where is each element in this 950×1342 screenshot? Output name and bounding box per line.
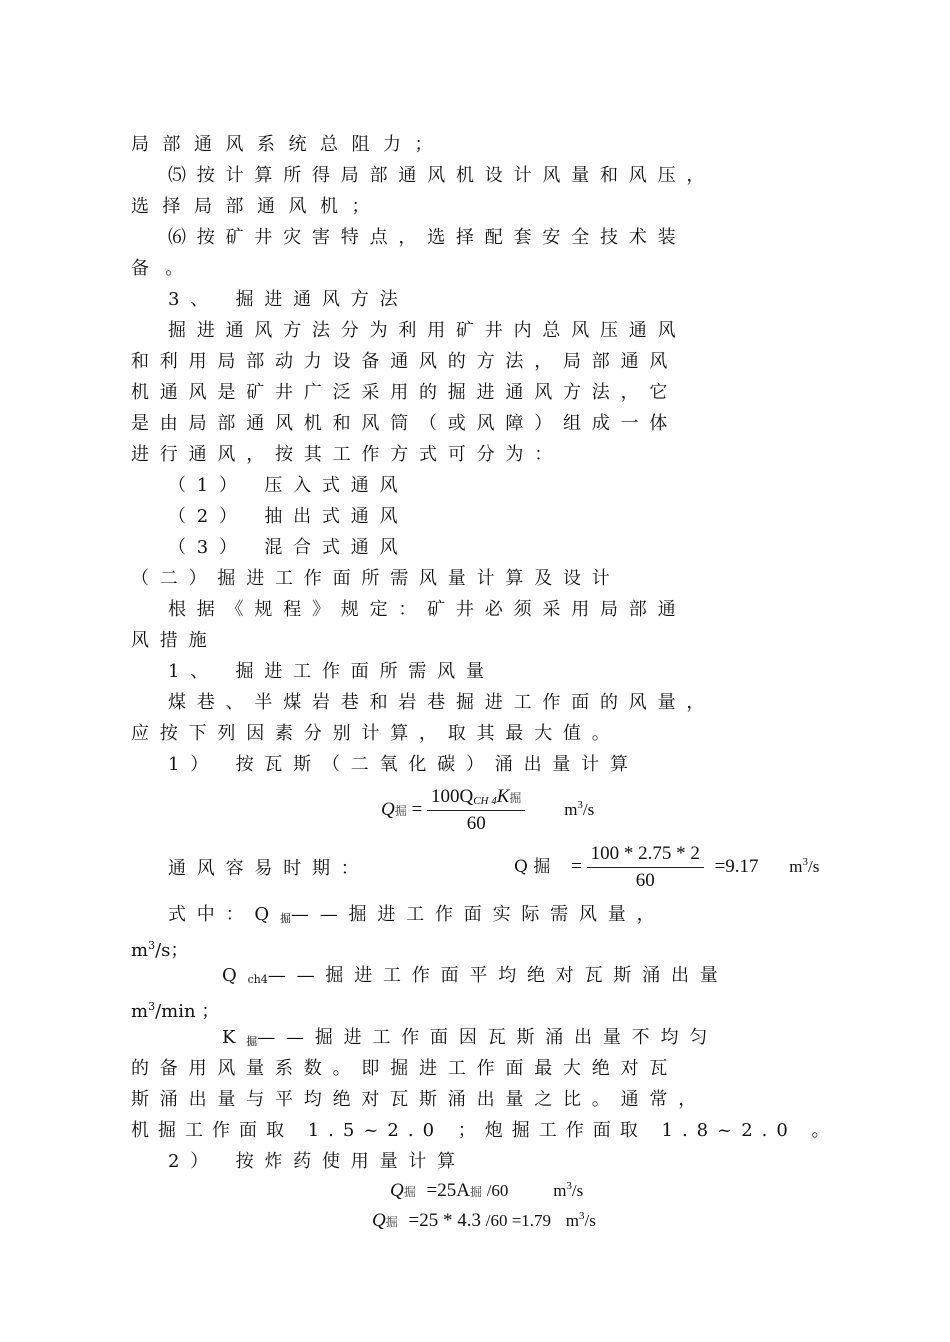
text-sub: 掘 [279, 912, 291, 925]
list-item: （2） 抽出式通风 [168, 506, 409, 527]
unit: m [789, 856, 803, 876]
text-line: 机掘工作面取 1.5~2.0 ；炮掘工作面取 1.8~2.0 。 [131, 1120, 839, 1141]
formula-den: 60 [466, 813, 486, 834]
text-span: /s； [155, 940, 189, 961]
text-line: 煤巷、半煤岩巷和岩巷掘进工作面的风量， [168, 692, 716, 713]
text-line: 和利用局部动力设备通风的方法，局部通风 [131, 351, 679, 372]
formula-lhs: Q 掘 [514, 856, 551, 877]
unit: m [553, 1181, 567, 1200]
formula-num-sub: CH 4 [473, 795, 497, 807]
text-sub: ch4 [247, 973, 268, 986]
text-line: 备。 [131, 258, 200, 279]
formula-rhs-sub: 掘 [469, 1185, 482, 1199]
list-item: （3） 混合式通风 [168, 537, 409, 558]
formula-num: 100Q [430, 786, 474, 807]
text-span: m [131, 940, 149, 961]
text-line: 根据《规程》规定：矿井必须采用局部通 [168, 599, 687, 620]
formula-explosive-result [372, 1210, 596, 1232]
formula-num-k: K [496, 786, 510, 807]
text-span: m [131, 1001, 149, 1022]
unit-sup: 3 [579, 1210, 585, 1222]
text-sup: 3 [148, 939, 156, 952]
text-line: 的备用风量系数。即掘进工作面最大绝对瓦 [131, 1058, 679, 1079]
text-line: 斯涌出量与平均绝对瓦斯涌出量之比。通常， [131, 1089, 707, 1110]
text-line: 局部通风系统总阻力； [131, 134, 446, 155]
text-line [131, 934, 188, 963]
unit-tail: /s [584, 1211, 596, 1230]
text-span: K [222, 1027, 247, 1048]
formula-fraction [427, 786, 525, 835]
text-span: 式中：Q [168, 904, 280, 925]
unit: m [565, 1211, 580, 1230]
unit-tail: /s [571, 1181, 584, 1200]
text-sup: 3 [148, 1000, 156, 1013]
text-line: 选择局部通风机； [131, 196, 383, 217]
text-span: ——掘进工作面平均绝对瓦斯涌出量 [267, 965, 729, 986]
text-span: ——掘进工作面因瓦斯涌出量不均匀 [257, 1027, 719, 1048]
text-line: ⑸按计算所得局部通风机设计风量和风压， [168, 165, 716, 186]
text-line: 风措施 [131, 630, 218, 651]
text-span: ——掘进工作面实际需风量， [290, 904, 666, 925]
formula-lhs: Q [372, 1210, 386, 1231]
text-sub: 掘 [246, 1035, 258, 1048]
subsection-heading: 2） 按炸药使用量计算 [168, 1151, 466, 1172]
formula-tail: /60 =1.79 [485, 1211, 552, 1230]
unit-tail: /s [808, 856, 820, 876]
text-line: 通风容易时期： [168, 858, 370, 879]
formula-fraction [587, 843, 704, 892]
formula-result: =9.17 [714, 855, 759, 877]
formula-den: 60 [635, 870, 655, 891]
text-line: 进行通风，按其工作方式可分为： [131, 444, 563, 465]
text-line [222, 964, 729, 992]
text-line [168, 903, 665, 931]
text-line: 应按下列因素分别计算，取其最大值。 [131, 723, 621, 744]
formula-num-k-sub: 掘 [509, 791, 522, 805]
unit-sup: 3 [802, 855, 809, 868]
section-heading: 1、 掘进工作面所需风量 [168, 661, 495, 682]
formula-tail: /60 [486, 1181, 509, 1200]
unit-sup: 3 [577, 798, 583, 811]
unit-tail: /s [582, 799, 595, 819]
text-span: Q [222, 965, 248, 986]
formula-easy-period [514, 843, 819, 892]
formula-num: 100 * 2.75 * 2 [587, 843, 704, 868]
formula-lhs-sub: 掘 [394, 803, 407, 818]
formula-lhs: Q [390, 1180, 404, 1201]
text-line [222, 1026, 718, 1054]
subsection-heading: 1） 按瓦斯（二氧化碳）涌出量计算 [168, 754, 639, 775]
unit: m [564, 799, 578, 819]
formula-rhs: =25A [426, 1180, 470, 1201]
section-heading: 3、 掘进通风方法 [168, 289, 409, 310]
text-line [131, 995, 219, 1024]
formula-eq: = [571, 855, 582, 877]
text-span: /min ； [155, 1001, 220, 1022]
formula-eq: = [411, 798, 423, 820]
formula-gas-method [381, 786, 594, 835]
text-line: ⑹按矿井灾害特点，选择配套安全技术装 [168, 227, 687, 248]
unit-sup: 3 [566, 1180, 572, 1192]
list-item: （1） 压入式通风 [168, 475, 409, 496]
section-heading: （二）掘进工作面所需风量计算及设计 [131, 568, 621, 589]
text-line: 掘进通风方法分为利用矿井内总风压通风 [168, 320, 687, 341]
formula-lhs-sub: 掘 [385, 1215, 398, 1229]
text-line: 机通风是矿井广泛采用的掘进通风方法，它 [131, 382, 679, 403]
formula-lhs: Q [381, 798, 395, 820]
formula-rhs: =25 * 4.3 [408, 1210, 481, 1231]
formula-explosive-method [390, 1180, 583, 1202]
formula-lhs-sub: 掘 [403, 1185, 416, 1199]
text-line: 是由局部通风机和风筒（或风障）组成一体 [131, 413, 679, 434]
